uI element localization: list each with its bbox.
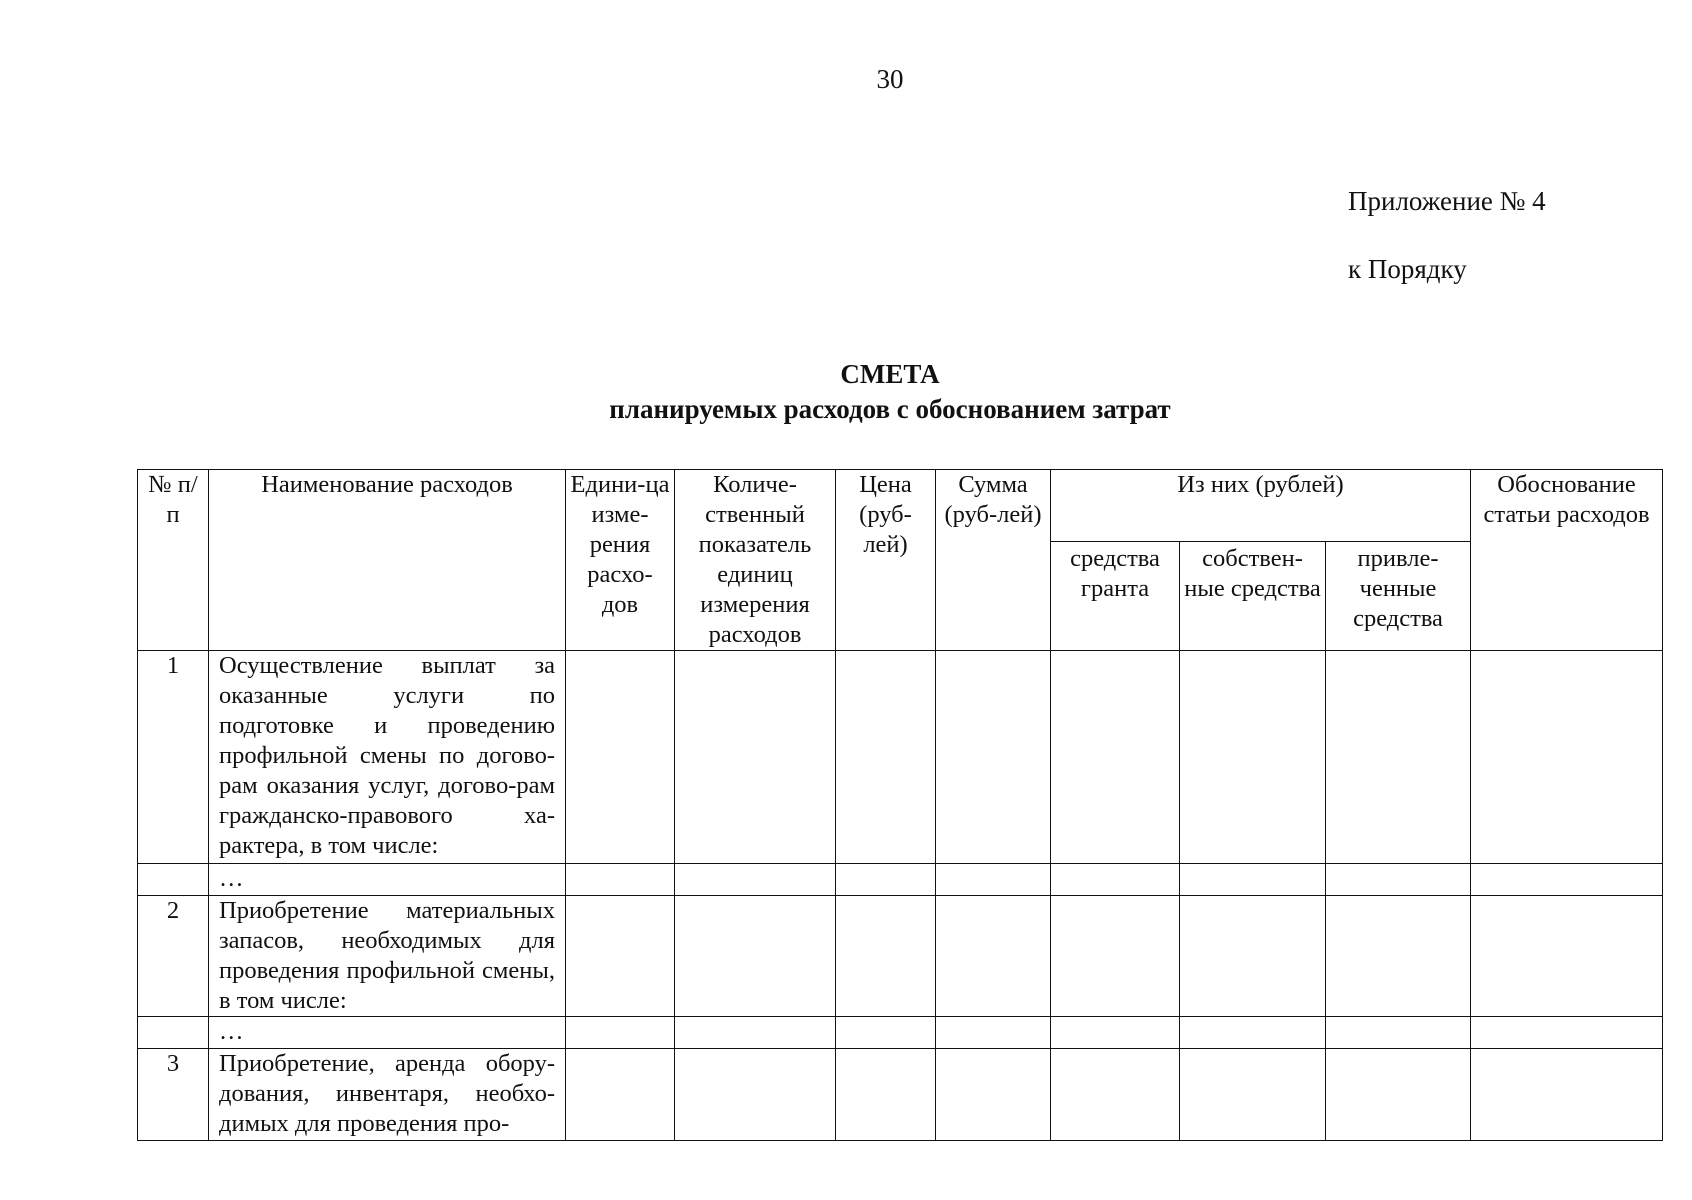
header-of-which: Из них (рублей) [1051, 470, 1471, 542]
cell-quantity [675, 1049, 836, 1141]
row-name: Приобретение материальных запасов, необходимых для проведения профильной смены, в том числе: [209, 896, 566, 1017]
row-num [138, 1017, 209, 1049]
cell-grant [1051, 896, 1180, 1017]
cell-unit [566, 864, 675, 896]
cell-own [1180, 864, 1326, 896]
cell-own [1180, 651, 1326, 864]
table-row [138, 1049, 1663, 1141]
cell-own [1180, 1049, 1326, 1141]
appendix-reference: к Порядку [1348, 254, 1467, 284]
cell-unit [566, 1049, 675, 1141]
cell-quantity [675, 896, 836, 1017]
header-sum: Сумма (руб-лей) [936, 470, 1051, 651]
cell-own [1180, 1017, 1326, 1049]
cell-unit [566, 651, 675, 864]
cell-grant [1051, 1017, 1180, 1049]
cell-attracted [1326, 864, 1471, 896]
cell-unit [566, 896, 675, 1017]
cell-justification [1471, 1017, 1663, 1049]
table-row [138, 896, 1663, 1017]
cell-grant [1051, 864, 1180, 896]
cell-quantity [675, 651, 836, 864]
header-unit: Едини-ца изме-рения расхо-дов [566, 470, 675, 651]
cell-sum [936, 896, 1051, 1017]
cell-justification [1471, 1049, 1663, 1141]
document-title [0, 357, 1692, 427]
row-name: Приобретение, аренда обору-дования, инвентаря, необхо-димых для проведения про- [209, 1049, 566, 1141]
cell-grant [1051, 651, 1180, 864]
header-justification: Обоснование статьи расходов [1471, 470, 1663, 651]
table-row [138, 1017, 1663, 1049]
cell-own [1180, 896, 1326, 1017]
header-num: № п/п [138, 470, 209, 651]
header-quantity: Количе-ственный показатель единиц измерения расходов [675, 470, 836, 651]
cell-sum [936, 1017, 1051, 1049]
row-name: … [209, 1017, 566, 1049]
row-num: 3 [138, 1049, 209, 1141]
row-name: Осуществление выплат за оказанные услуги по подготовке и проведению профильной смены по догово-рам оказания услуг, догово-рам гражданско-правового ха-рактера, в том числе: [209, 651, 566, 864]
row-num [138, 864, 209, 896]
cell-grant [1051, 1049, 1180, 1141]
cell-price [836, 651, 936, 864]
cell-quantity [675, 1017, 836, 1049]
header-name: Наименование расходов [209, 470, 566, 651]
cell-justification [1471, 896, 1663, 1017]
cell-sum [936, 651, 1051, 864]
cell-quantity [675, 864, 836, 896]
cell-sum [936, 864, 1051, 896]
cell-price [836, 1017, 936, 1049]
cell-price [836, 1049, 936, 1141]
cell-justification [1471, 864, 1663, 896]
cell-justification [1471, 651, 1663, 864]
cell-price [836, 896, 936, 1017]
header-attracted: привле-ченные средства [1326, 542, 1471, 651]
cell-price [836, 864, 936, 896]
row-num: 1 [138, 651, 209, 864]
cell-attracted [1326, 651, 1471, 864]
row-name: … [209, 864, 566, 896]
estimate-table [137, 469, 1663, 1141]
table-row [138, 864, 1663, 896]
cell-sum [936, 1049, 1051, 1141]
header-price: Цена (руб-лей) [836, 470, 936, 651]
row-num: 2 [138, 896, 209, 1017]
cell-attracted [1326, 896, 1471, 1017]
cell-attracted [1326, 1049, 1471, 1141]
table-row [138, 651, 1663, 864]
header-grant: средства гранта [1051, 542, 1180, 651]
document-title-subtitle: планируемых расходов с обоснованием затрат [609, 394, 1171, 424]
page-number: 30 [876, 64, 904, 94]
document-title-main: СМЕТА [840, 359, 940, 389]
cell-attracted [1326, 1017, 1471, 1049]
cell-unit [566, 1017, 675, 1049]
appendix-number: Приложение № 4 [1348, 186, 1546, 216]
header-own: собствен-ные средства [1180, 542, 1326, 651]
